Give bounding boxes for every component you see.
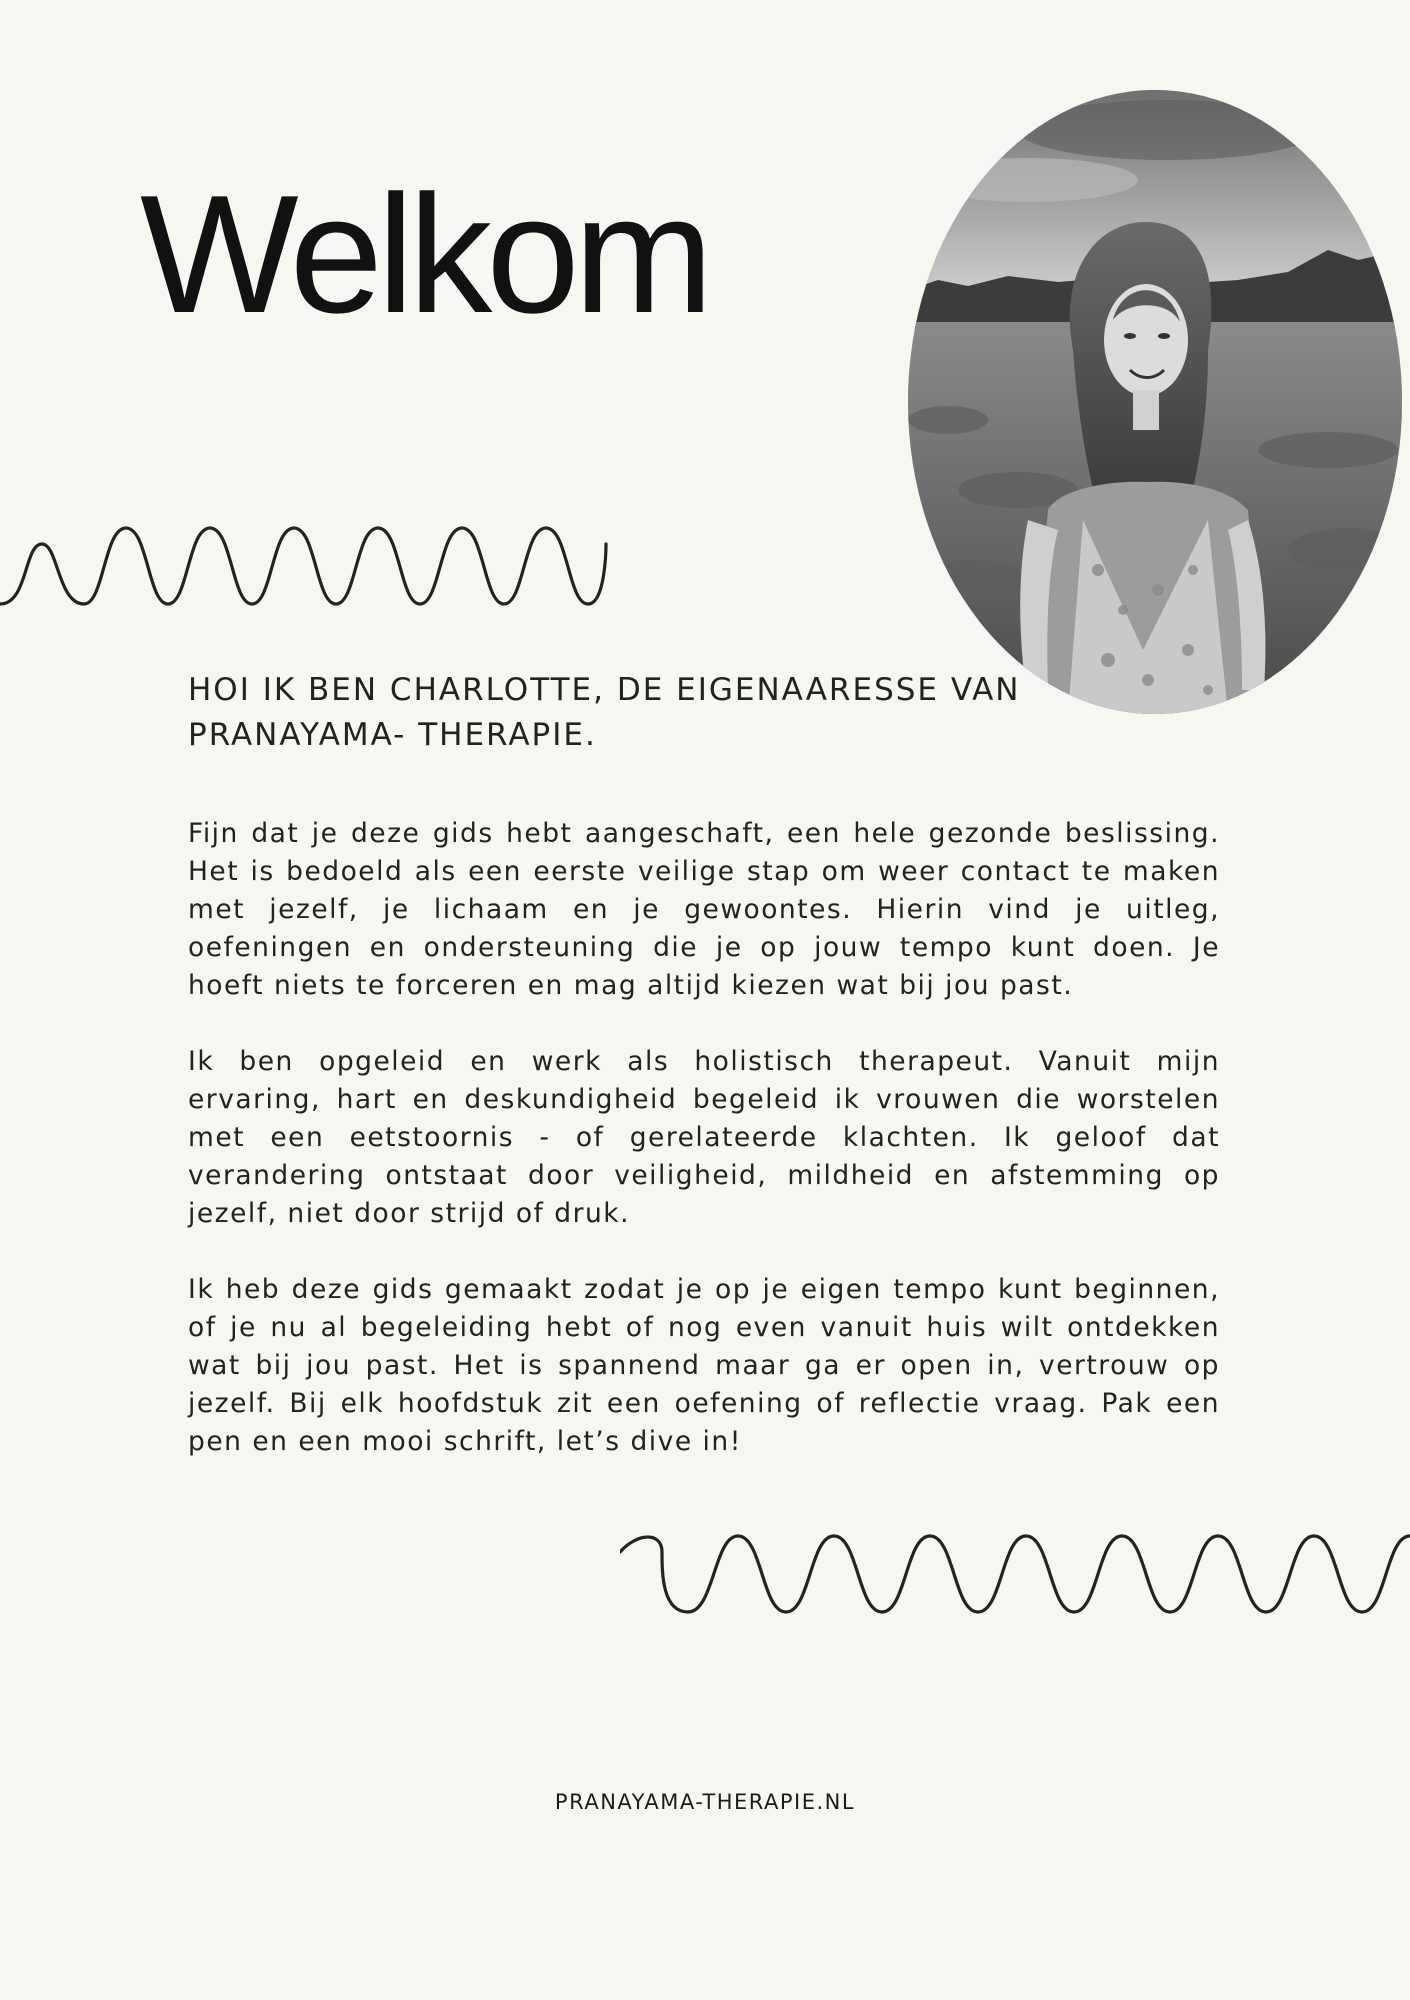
footer-website: PRANAYAMA-THERAPIE.NL	[554, 1790, 856, 1814]
page-title: Welkom	[140, 160, 708, 348]
intro-heading: HOI IK BEN CHARLOTTE, DE EIGENAARESSE VAN PRANAYAMA- THERAPIE.	[188, 672, 1021, 753]
paragraph-2: Ik ben opgeleid en werk als holistisch therapeut. Vanuit mijn ervaring, hart en deskundigheid begeleid ik vrouwen die worstelen met een eetstoornis - of gerelateerde klachten. Ik geloof dat verandering ontstaat door veiligheid, mildheid en afstemming op jezelf, niet door strijd of druk.	[188, 1046, 1220, 1229]
body-text	[188, 815, 1220, 1499]
wave-decoration-bottom	[620, 1528, 1410, 1628]
paragraph-3: Ik heb deze gids gemaakt zodat je op je eigen tempo kunt beginnen, of je nu al begeleiding hebt of nog even vanuit huis wilt ontdekken wat bij jou past. Het is spannend maar ga er open in, vertrouw op jezelf. Bij elk hoofdstuk zit een oefening of reflectie vraag. Pak een pen en een mooi schrift, let’s dive in!	[188, 1274, 1220, 1457]
portrait-photo	[908, 90, 1402, 714]
paragraph-1: Fijn dat je deze gids hebt aangeschaft, een hele gezonde beslissing. Het is bedoeld als een eerste veilige stap om weer contact te maken met jezelf, je lichaam en je gewoontes. Hierin vind je uitleg, oefeningen en ondersteuning die je op jouw tempo kunt doen. Je hoeft niets te forceren en mag altijd kiezen wat bij jou past.	[188, 818, 1220, 1001]
wave-decoration-top	[0, 520, 620, 620]
